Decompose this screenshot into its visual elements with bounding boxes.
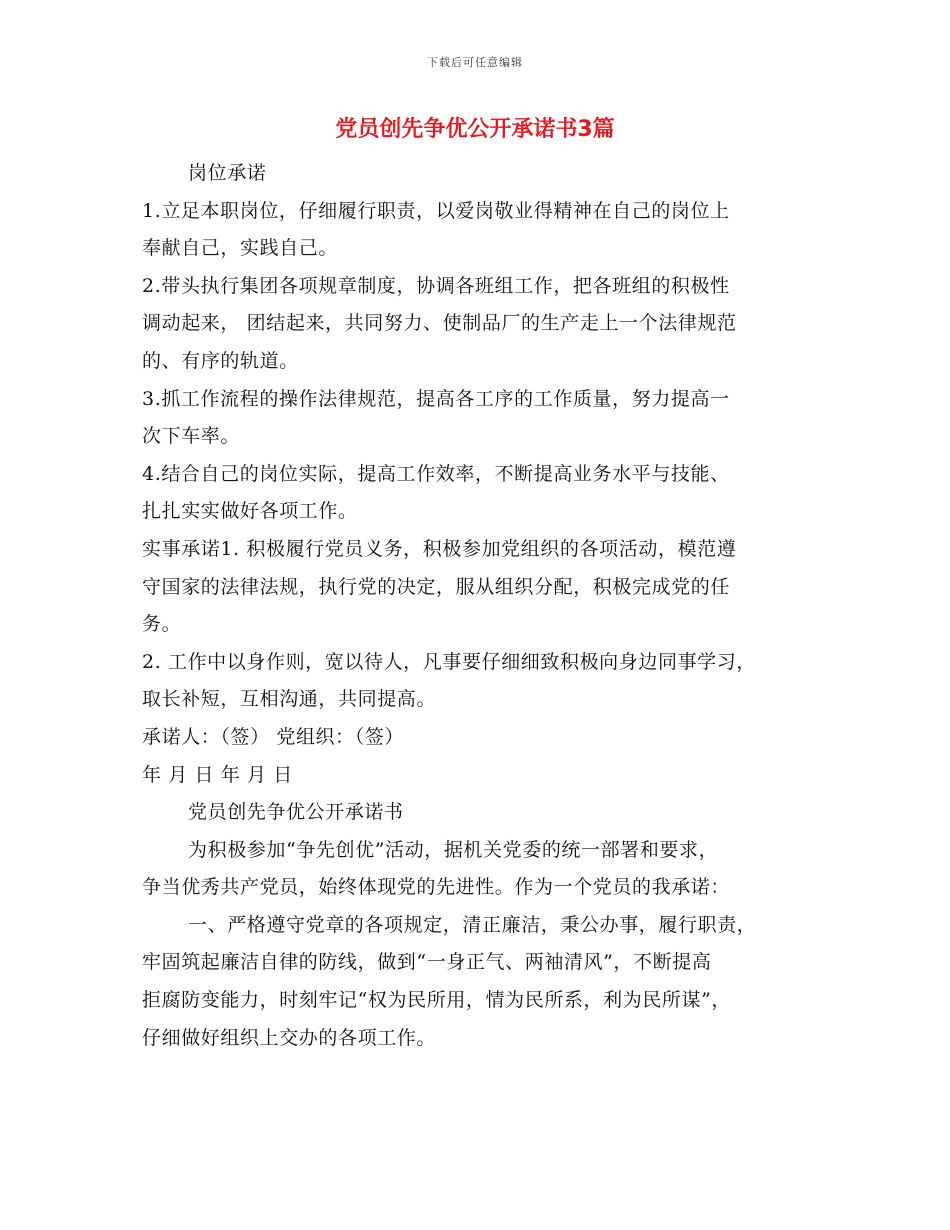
text-line: 党员创先争优公开承诺书 [188, 801, 404, 824]
text-line: 岗位承诺 [188, 162, 267, 184]
text-line: 争当优秀共产党员，始终体现党的先进性。作为一个党员的我承诺： [142, 876, 731, 899]
text-line: 承诺人：（签） 党组织：（签） [142, 725, 405, 748]
text-line: 务。 [142, 613, 182, 636]
header-note: 下载后可任意编辑 [427, 56, 523, 69]
text-line: 一、严格遵守党章的各项规定，清正廉洁，秉公办事，履行职责， [188, 913, 757, 936]
text-line: 调动起来， 团结起来，共同努力、使制品厂的生产走上一个法律规范 [142, 312, 737, 335]
text-line: 取长补短，互相沟通，共同提高。 [142, 688, 437, 711]
text-line: 的、有序的轨道。 [142, 349, 299, 372]
text-line: 牢固筑起廉洁自律的防线，做到“一身正气、两袖清风”，不断提高 [142, 951, 712, 974]
document-title: 党员创先争优公开承诺书3篇 [335, 117, 615, 142]
text-line: 4.结合自己的岗位实际，提高工作效率，不断提高业务水平与技能、 [142, 462, 730, 485]
text-line: 奉献自己，实践自己。 [142, 237, 339, 260]
text-line: 扎扎实实做好各项工作。 [142, 500, 358, 523]
text-line: 1.立足本职岗位，仔细履行职责，以爱岗敬业得精神在自己的岗位上 [142, 199, 730, 222]
document-body [142, 155, 832, 1057]
text-line: 次下车率。 [142, 425, 241, 448]
text-line: 实事承诺1. 积极履行党员义务，积极参加党组织的各项活动，模范遵 [142, 537, 737, 560]
text-line: 守国家的法律法规，执行党的决定，服从组织分配，积极完成党的任 [142, 575, 731, 598]
text-line: 为积极参加“争先创优”活动，据机关党委的统一部署和要求， [188, 838, 719, 861]
text-line: 2.带头执行集团各项规章制度，协调各班组工作，把各班组的积极性 [142, 274, 730, 297]
text-line: 仔细做好组织上交办的各项工作。 [142, 1026, 437, 1049]
text-line: 2. 工作中以身作则，宽以待人，凡事要仔细细致积极向身边同事学习， [142, 650, 756, 673]
text-line: 拒腐防变能力，时刻牢记“权为民所用，情为民所系，利为民所谋”， [142, 989, 732, 1012]
text-line: 年 月 日 年 月 日 [142, 763, 293, 786]
text-line: 3.抓工作流程的操作法律规范，提高各工序的工作质量，努力提高一 [142, 387, 730, 410]
